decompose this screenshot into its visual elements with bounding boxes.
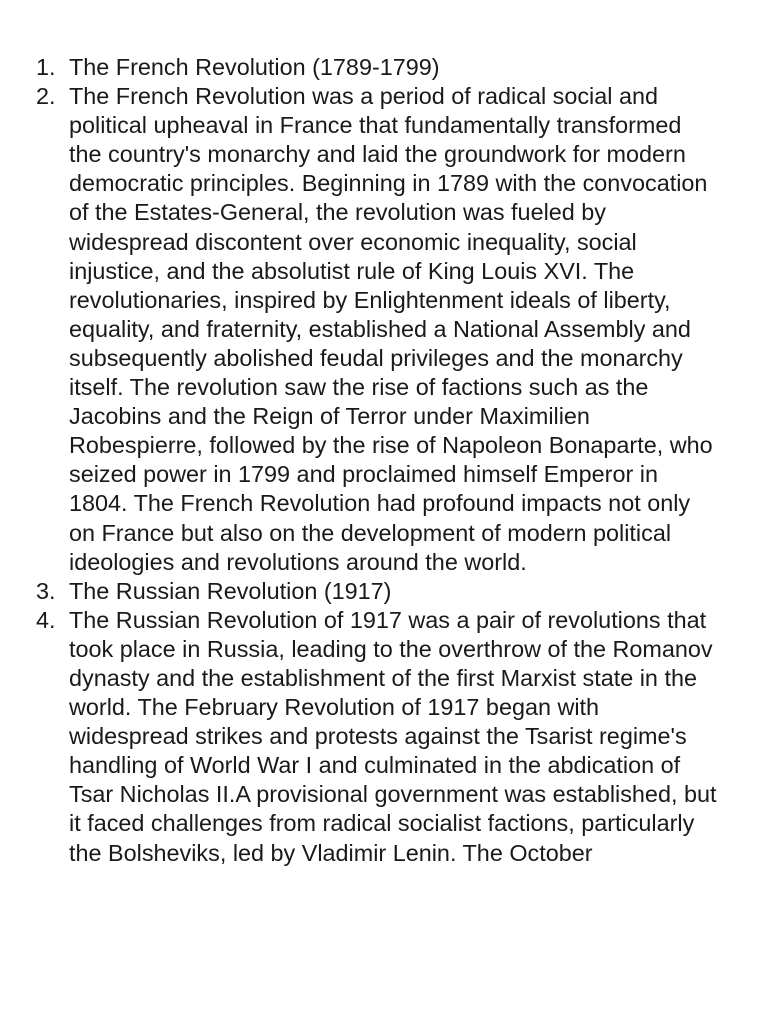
numbered-list xyxy=(0,53,719,868)
list-number: 4. xyxy=(36,606,56,633)
list-item-text: The French Revolution (1789-1799) xyxy=(69,54,440,80)
list-item-russian-revolution-heading xyxy=(36,577,719,606)
list-item-text: The French Revolution was a period of radical social and political upheaval in France that fundamentally transformed the country's monarchy and laid the groundwork for modern democratic principles. Beginning in 1789 with the convocation of the Estates-General, the revolution was fueled by widespread discontent over economic inequality, social injustice, and the absolutist rule of King Louis XVI. The revolutionaries, inspired by Enlightenment ideals of liberty, equality, and fraternity, established a National Assembly and subsequently abolished feudal privileges and the monarchy itself. The revolution saw the rise of factions such as the Jacobins and the Reign of Terror under Maximilien Robespierre, followed by the rise of Napoleon Bonaparte, who seized power in 1799 and proclaimed himself Emperor in 1804. The French Revolution had profound impacts not only on France but also on the development of modern political ideologies and revolutions around the world. xyxy=(69,83,713,575)
list-item-french-revolution-body xyxy=(36,82,719,577)
list-item-text: The Russian Revolution (1917) xyxy=(69,577,392,604)
document-content xyxy=(0,53,768,868)
list-item-french-revolution-heading xyxy=(36,53,719,82)
list-number: 3. xyxy=(36,577,56,604)
list-number: 1. xyxy=(36,54,56,80)
list-item-russian-revolution-body xyxy=(36,606,719,868)
list-number: 2. xyxy=(36,83,56,110)
list-item-text: The Russian Revolution of 1917 was a pair of revolutions that took place in Russia, leading to the overthrow of the Romanov dynasty and the establishment of the first Marxist state in the world. The February Revolution of 1917 began with widespread strikes and protests against the Tsarist regime's handling of World War I and culminated in the abdication of Tsar Nicholas II.A provisional government was established, but it faced challenges from radical socialist factions, particularly the Bolsheviks, led by Vladimir Lenin. The October xyxy=(69,606,717,866)
